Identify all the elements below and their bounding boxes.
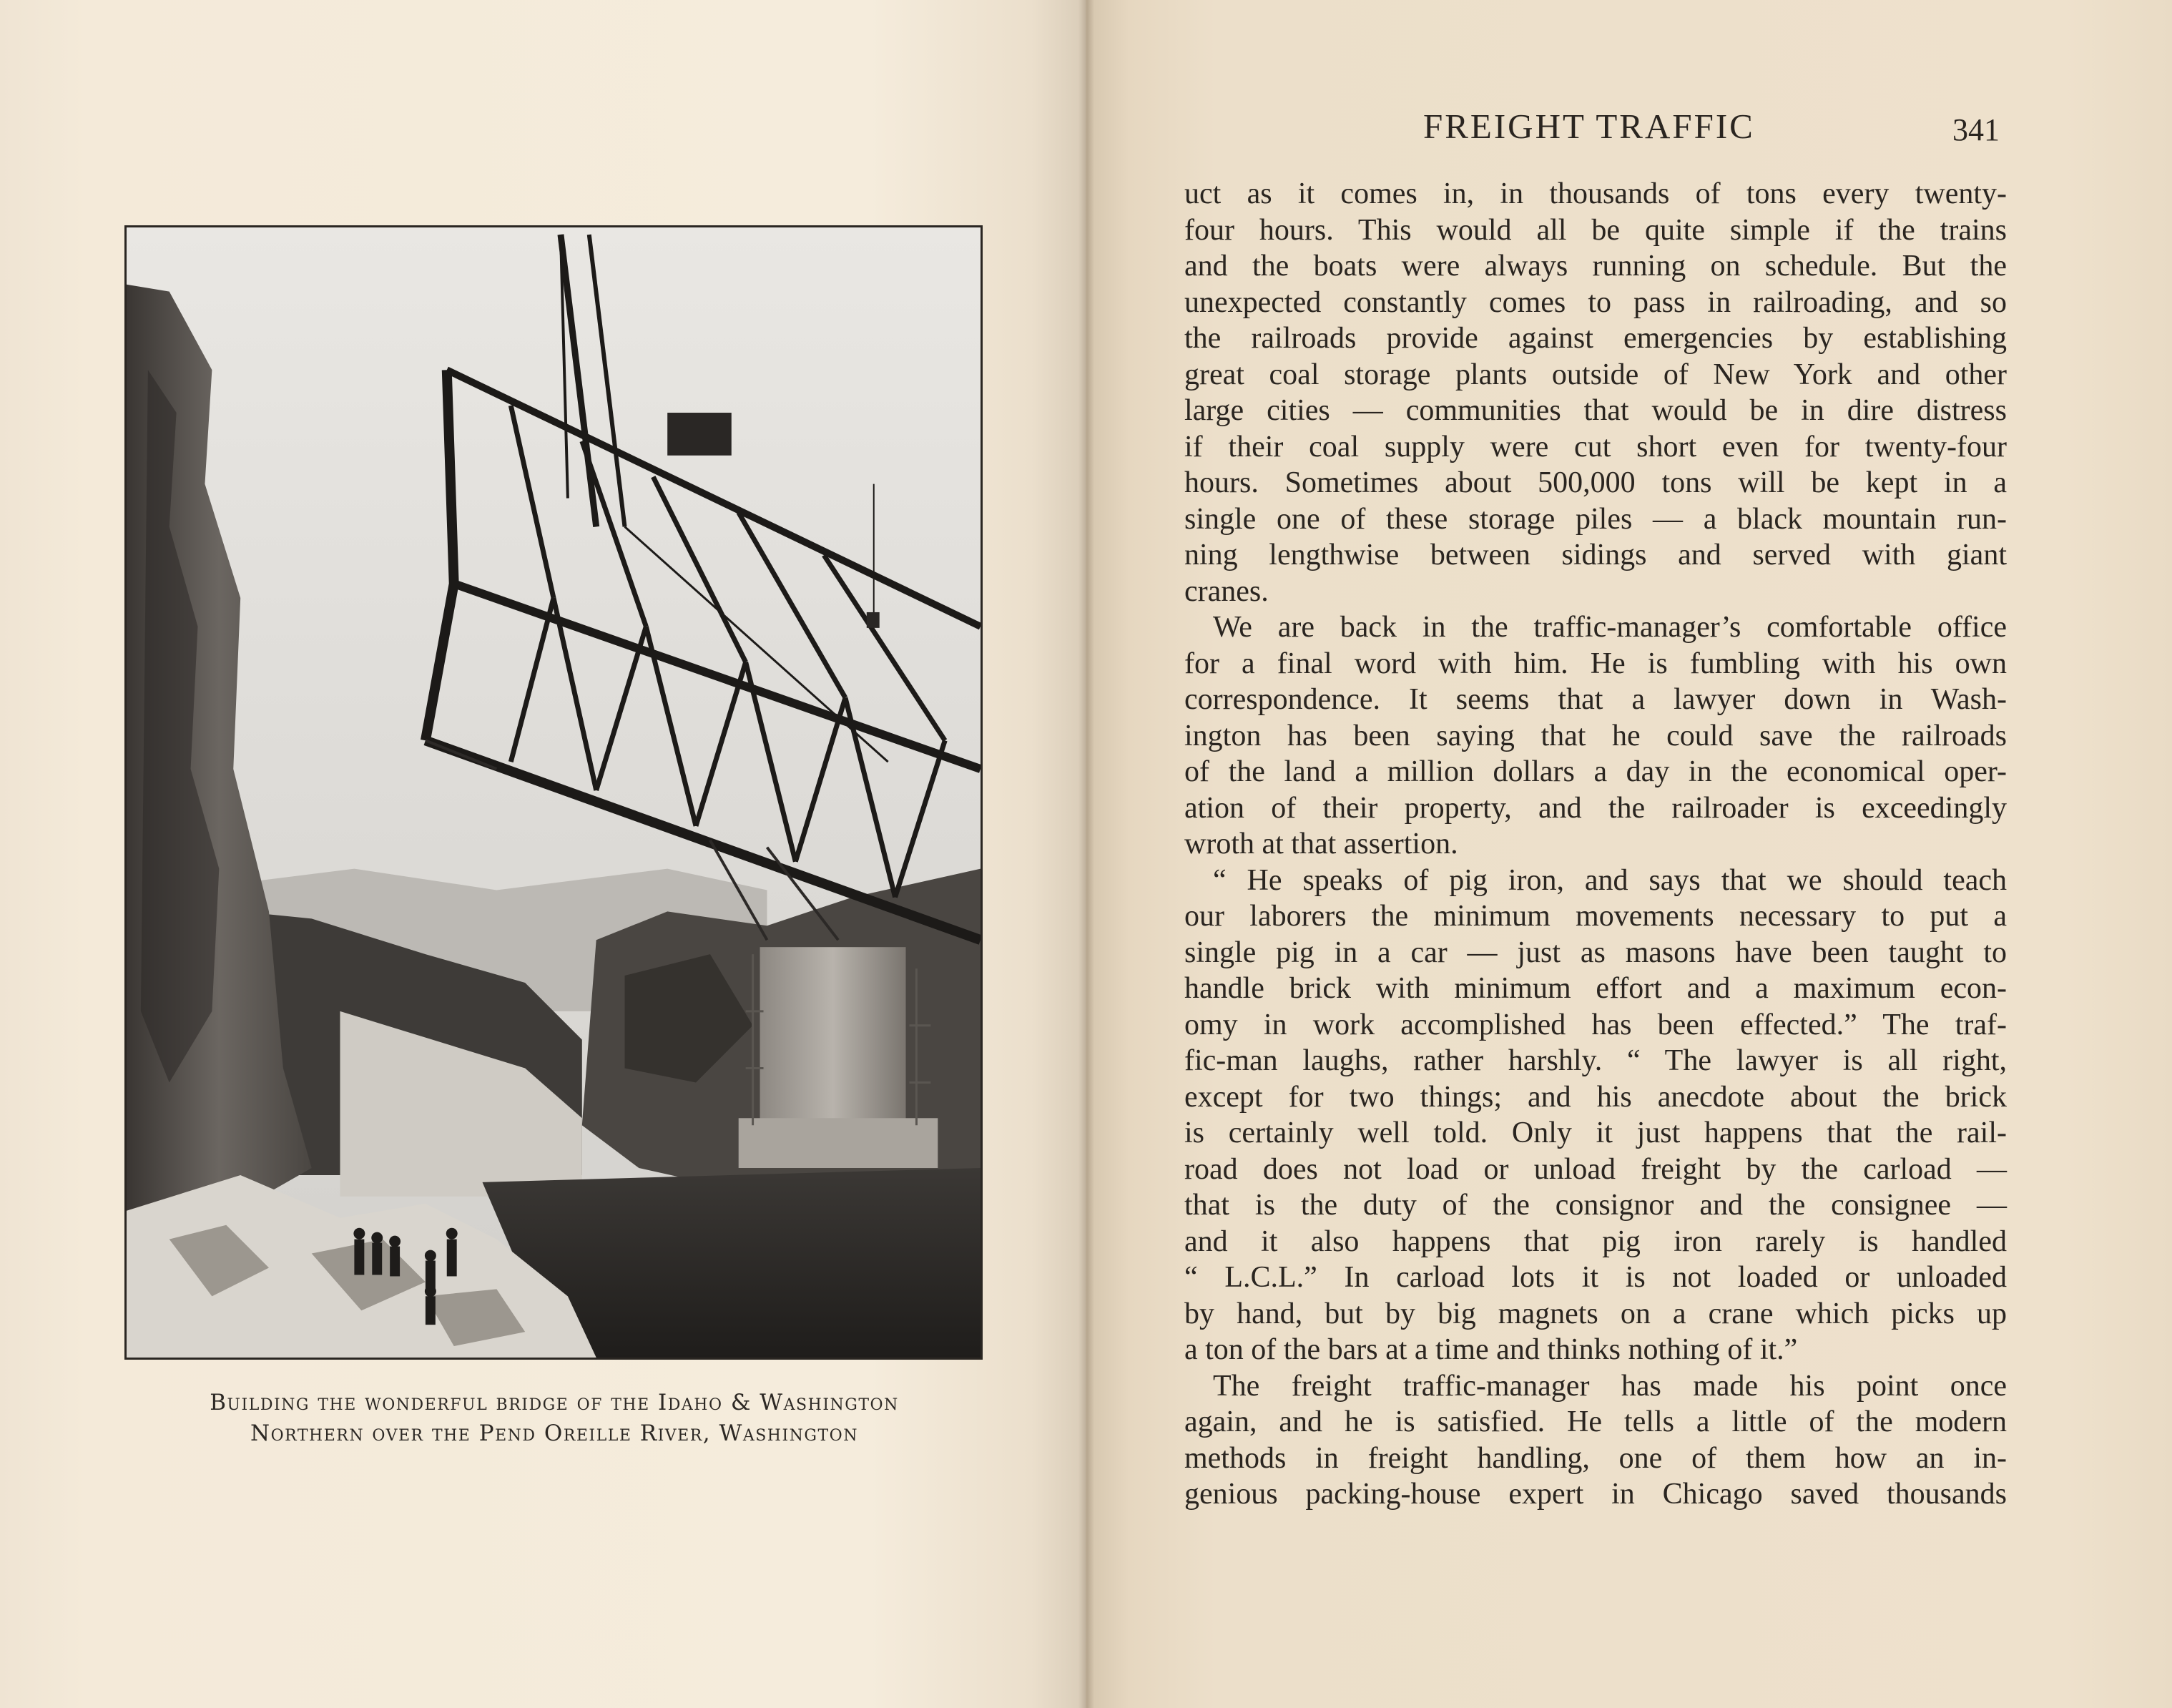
text-line: ning lengthwise between sidings and served with giant: [1184, 539, 2007, 571]
text-line: single pig in a car — just as masons have been taught to: [1184, 936, 2007, 969]
text-line: hours. Sometimes about 500,000 tons will be kept in a: [1184, 466, 2007, 499]
text-line: large cities — communities that would be in dire distress: [1184, 394, 2007, 427]
text-line: cranes.: [1184, 574, 1269, 608]
text-line: our laborers the minimum movements necessary to put a: [1184, 900, 2007, 933]
text-line: unexpected constantly comes to pass in railroading, and so: [1184, 285, 2007, 319]
text-line: uct as it comes in, in thousands of tons every twenty-: [1184, 177, 2007, 210]
text-line: for a final word with him. He is fumbling with his own: [1184, 647, 2007, 680]
text-line: omy in work accomplished has been effected.” The traf-: [1184, 1008, 2007, 1041]
text-line: single one of these storage piles — a black mountain run-: [1184, 502, 2007, 536]
text-line: by hand, but by big magnets on a crane which picks up: [1184, 1297, 2007, 1330]
text-line: correspondence. It seems that a lawyer down in Wash-: [1184, 683, 2007, 716]
right-page: [1086, 0, 2172, 1708]
text-line: “ L.C.L.” In carload lots it is not loaded or unloaded: [1184, 1261, 2007, 1294]
text-line: handle brick with minimum effort and a maximum econ-: [1184, 972, 2007, 1005]
text-line: “ He speaks of pig iron, and says that we should teach: [1213, 863, 2007, 897]
text-line: the railroads provide against emergencies by establishing: [1184, 322, 2007, 355]
text-line: We are back in the traffic-manager’s comfortable office: [1213, 611, 2007, 644]
text-line: a ton of the bars at a time and thinks nothing of it.”: [1184, 1333, 1798, 1366]
bridge-photo-illustration: [127, 227, 981, 1358]
text-line: great coal storage plants outside of New York and other: [1184, 358, 2007, 391]
body-text: [1184, 176, 2007, 1513]
page-number: 341: [1952, 112, 2000, 147]
text-line: ation of their property, and the railroader is exceedingly: [1184, 791, 2007, 825]
text-line: and the boats were always running on schedule. But the: [1184, 250, 2007, 283]
text-line: ington has been saying that he could save the railroads: [1184, 719, 2007, 752]
text-line: methods in freight handling, one of them how an in-: [1184, 1441, 2007, 1475]
text-line: except for two things; and his anecdote about the brick: [1184, 1080, 2007, 1114]
text-line: wroth at that assertion.: [1184, 828, 1458, 860]
text-line: fic-man laughs, rather harshly. “ The lawyer is all right,: [1184, 1044, 2007, 1077]
text-line: and it also happens that pig iron rarely is handled: [1184, 1224, 2007, 1258]
text-line: that is the duty of the consignor and the consignee —: [1184, 1189, 2007, 1222]
text-line: of the land a million dollars a day in the economical oper-: [1184, 755, 2007, 788]
text-line: again, and he is satisfied. He tells a little of the modern: [1184, 1405, 2007, 1438]
caption-line: Building the wonderful bridge of the Idaho & Washington: [210, 1390, 899, 1415]
caption-line: Northern over the Pend Oreille River, Washington: [250, 1420, 858, 1446]
text-line: if their coal supply were cut short even for twenty-four: [1184, 430, 2007, 463]
figure-caption: [86, 1388, 1023, 1449]
text-line: four hours. This would all be quite simple if the trains: [1184, 213, 2007, 247]
running-head: FREIGHT TRAFFIC: [1423, 107, 1755, 146]
text-line: The freight traffic-manager has made his point once: [1213, 1369, 2007, 1403]
text-line: genious packing-house expert in Chicago saved thousands: [1184, 1478, 2007, 1511]
text-line: is certainly well told. Only it just happens that the rail-: [1184, 1116, 2007, 1149]
bridge-photograph: [124, 225, 983, 1360]
text-line: road does not load or unload freight by the carload —: [1184, 1152, 2007, 1186]
